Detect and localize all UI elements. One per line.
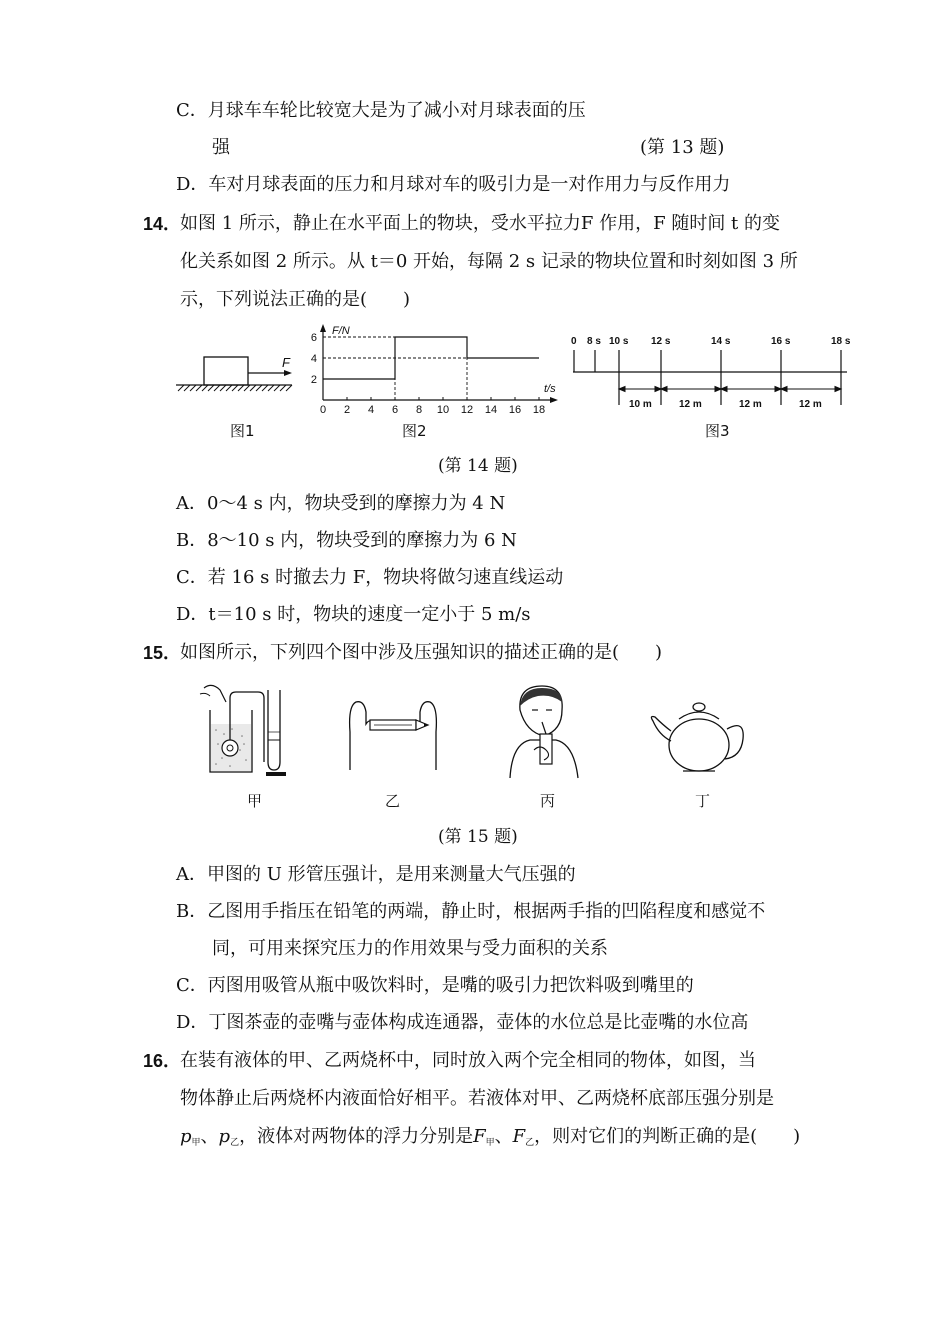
q15-option-d: D．丁图茶壶的壶嘴与壶体构成连通器，壶体的水位总是比壶嘴的水位高 [176,1012,749,1033]
x-tick-label: 8 [415,404,423,415]
y-tick-label: 4 [310,353,317,365]
q14-figure-2-chart [300,320,570,415]
q14-caption: (第 14 题) [438,456,518,476]
q13-option-d: D．车对月球表面的压力和月球对车的吸引力是一对作用力与反作用力 [176,174,731,195]
y-tick-label: 6 [310,332,317,344]
x-tick-label: 6 [391,404,399,415]
q16-number: 16． [143,1051,182,1071]
q13-option-c-line2: 强 [212,137,230,158]
x-axis-label: t/s [544,383,556,395]
fig3-label: 图3 [705,422,730,440]
fig-label-jia: 甲 [247,792,263,810]
time-label-14s: 14 s [711,336,731,347]
q14-option-c: C．若 16 s 时撤去力 F，物块将做匀速直线运动 [176,567,564,588]
q14-figure-3 [565,325,860,415]
block [204,357,248,385]
q14-option-d: D．t＝10 s 时，物块的速度一定小于 5 m/s [176,604,531,625]
q15-caption: (第 15 题) [438,827,518,847]
q15-number: 15． [143,643,182,663]
q14-stem-line3: 示，下列说法正确的是( ) [180,289,411,310]
q15-figure-jia-pressure-gauge [196,680,296,780]
q15-option-b-line1: B．乙图用手指压在铅笔的两端，静止时，根据两手指的凹陷程度和感觉不 [176,901,766,922]
distance-label-4: 12 m [799,399,822,410]
x-tick-label: 10 [436,404,450,415]
distance-label-3: 12 m [739,399,762,410]
x-tick-label: 18 [532,404,546,415]
x-tick-label: 14 [484,404,498,415]
fig-label-ding: 丁 [695,792,711,810]
time-label-10s: 10 s [609,336,629,347]
p-yi-symbol: p [218,1126,231,1147]
q15-stem: 如图所示，下列四个图中涉及压强知识的描述正确的是( ) [180,642,663,663]
distance-label-2: 12 m [679,399,702,410]
q14-figure-1 [170,345,300,400]
time-label-0: 0 [571,336,577,347]
fig-label-yi: 乙 [385,792,401,810]
q15-figure-bing-drinking-straw [500,680,590,780]
q14-number: 14． [143,214,182,234]
q15-figure-ding-teapot [645,685,755,780]
q13-caption: (第 13 题) [640,137,725,158]
time-label-18s: 18 s [831,336,851,347]
sep-2: 、 [494,1126,513,1147]
x-tick-label: 2 [343,404,351,415]
f-jia-symbol: F [473,1126,486,1147]
q16-mid-text: ，液体对两物体的浮力分别是 [239,1126,474,1147]
q14-stem-line1: 如图 1 所示，静止在水平面上的物块，受水平拉力F 作用，F 随时间 t 的变 [180,213,780,234]
q15-option-a: A．甲图的 U 形管压强计，是用来测量大气压强的 [176,864,576,885]
sep-1: 、 [200,1126,219,1147]
x-tick-label: 12 [460,404,474,415]
q14-stem-line2: 化关系如图 2 所示。从 t＝0 开始，每隔 2 s 记录的物块位置和时刻如图 3 所 [180,251,798,272]
y-axis-arrow [320,324,326,332]
q16-stem-line3 [180,1125,800,1155]
q16-stem-line2: 物体静止后两烧杯内液面恰好相平。若液体对甲、乙两烧杯底部压强分别是 [180,1088,774,1109]
p-yi-sub: 乙 [230,1138,240,1148]
p-jia-sub: 甲 [191,1138,201,1148]
f-yi-sub: 乙 [525,1138,535,1148]
distance-label-1: 10 m [629,399,652,410]
fig1-label: 图1 [230,422,255,440]
y-axis-label: F/N [332,325,350,337]
x-tick-label: 16 [508,404,522,415]
p-jia-symbol: p [180,1126,192,1147]
f-jia-sub: 甲 [485,1138,495,1148]
time-label-8s: 8 s [587,336,601,347]
q13-option-c-line1: C．月球车车轮比较宽大是为了减小对月球表面的压 [176,100,586,121]
x-axis-arrow [550,397,558,403]
q14-option-a: A．0～4 s 内，物块受到的摩擦力为 4 N [176,493,506,514]
y-tick-label: 2 [310,374,317,386]
ground-hatch [178,385,292,391]
q15-figure-yi-pencil [340,690,450,775]
q15-option-b-line2: 同，可用来探究压力的作用效果与受力面积的关系 [212,938,608,959]
fig2-label: 图2 [402,422,427,440]
q16-stem-line1: 在装有液体的甲、乙两烧杯中，同时放入两个完全相同的物体，如图，当 [180,1050,756,1071]
time-label-16s: 16 s [771,336,791,347]
x-tick-label: 4 [367,404,375,415]
q15-option-c: C．丙图用吸管从瓶中吸饮料时，是嘴的吸引力把饮料吸到嘴里的 [176,975,694,996]
force-arrow-head [284,370,292,376]
f-yi-symbol: F [512,1126,526,1147]
fig-label-bing: 丙 [540,792,556,810]
x-tick-label: 0 [319,404,327,415]
q14-option-b: B．8～10 s 内，物块受到的摩擦力为 6 N [176,530,517,551]
q16-tail-text: ，则对它们的判断正确的是( ) [534,1126,801,1147]
force-label: F [282,355,290,370]
time-label-12s: 12 s [651,336,671,347]
